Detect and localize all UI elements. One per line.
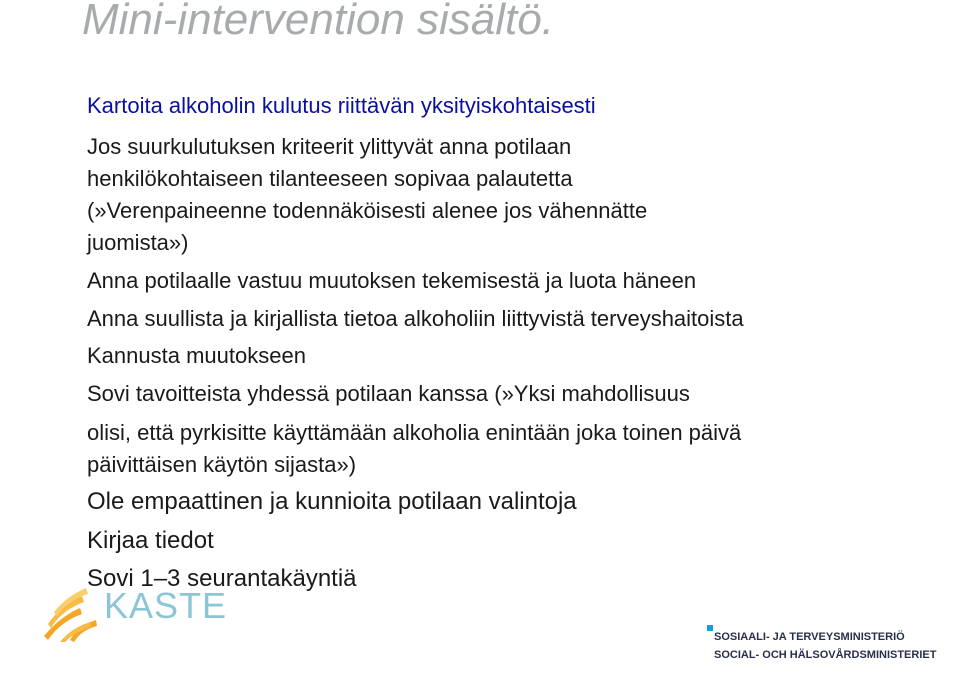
content-line: juomista») bbox=[87, 230, 189, 255]
content-line: henkilökohtaiseen tilanteeseen sopivaa palautetta bbox=[87, 166, 573, 191]
kaste-logo bbox=[40, 584, 228, 642]
ministry-name-sv: SOCIAL- OCH HÄLSOVÅRDSMINISTERIET bbox=[714, 649, 937, 661]
content-line: Kirjaa tiedot bbox=[87, 527, 214, 554]
content-line: Jos suurkulutuksen kriteerit ylittyvät anna potilaan bbox=[87, 134, 572, 159]
content-line: päivittäisen käytön sijasta») bbox=[87, 452, 357, 477]
ministry-logo bbox=[704, 625, 954, 669]
sun-rays-icon bbox=[40, 584, 102, 642]
content-line: Ole empaattinen ja kunnioita potilaan valintoja bbox=[87, 488, 577, 515]
slide-title: Mini-intervention sisältö. bbox=[82, 0, 554, 44]
content-line: Sovi tavoitteista yhdessä potilaan kanssa (»Yksi mahdollisuus bbox=[87, 381, 690, 406]
content-line: Kartoita alkoholin kulutus riittävän yksityiskohtaisesti bbox=[87, 93, 596, 118]
ministry-name-fi: SOSIAALI- JA TERVEYSMINISTERIÖ bbox=[714, 631, 905, 643]
content-line: Anna potilaalle vastuu muutoksen tekemisestä ja luota häneen bbox=[87, 268, 697, 293]
content-line: olisi, että pyrkisitte käyttämään alkoholia enintään joka toinen päivä bbox=[87, 420, 742, 445]
content-line: Anna suullista ja kirjallista tietoa alkoholiin liittyvistä terveyshaitoista bbox=[87, 306, 744, 331]
content-line: Kannusta muutokseen bbox=[87, 343, 306, 368]
content-line: (»Verenpaineenne todennäköisesti alenee jos vähennätte bbox=[87, 198, 648, 223]
square-icon bbox=[707, 625, 713, 631]
content-line: Sovi 1–3 seurantakäyntiä bbox=[87, 565, 357, 592]
kaste-wordmark: KASTE bbox=[104, 585, 228, 626]
